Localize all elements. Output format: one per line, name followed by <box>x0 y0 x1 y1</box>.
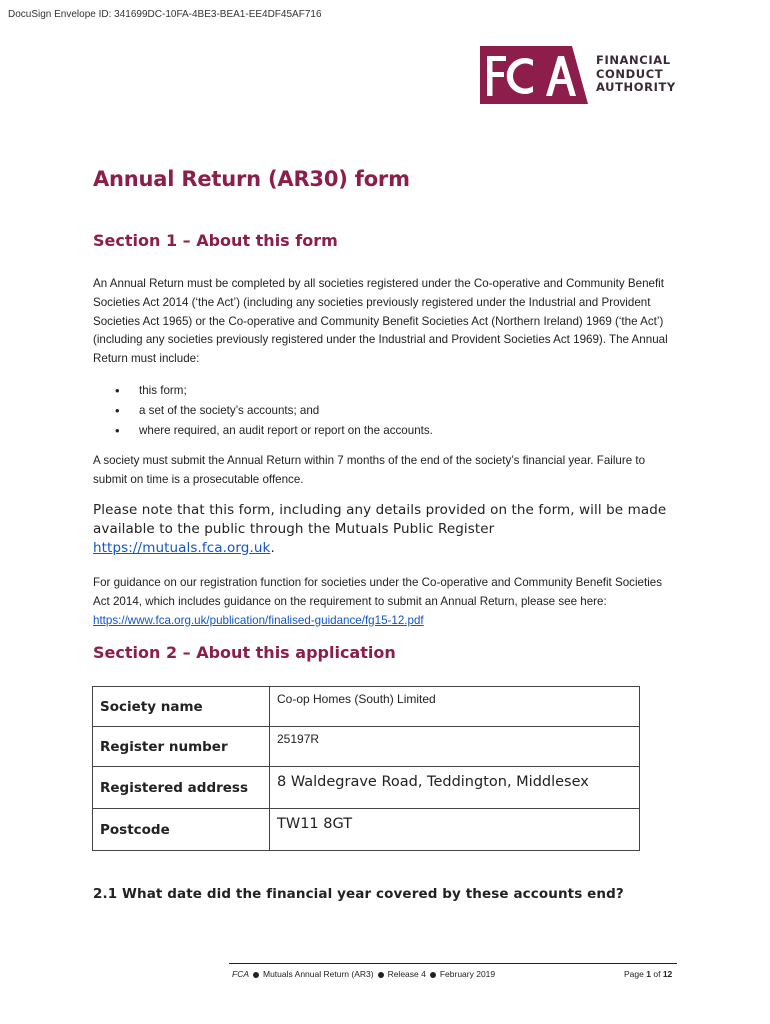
table-row <box>93 767 640 809</box>
society-name-label: Society name <box>93 687 270 727</box>
application-table <box>92 686 640 851</box>
page-word: Page <box>624 969 644 979</box>
page-title: Annual Return (AR30) form <box>93 167 410 191</box>
public-register-notice <box>93 501 673 558</box>
bullet-dot-icon <box>253 972 259 978</box>
section2-heading: Section 2 – About this application <box>93 643 396 662</box>
register-number-field[interactable]: 25197R <box>270 727 640 767</box>
current-page: 1 <box>646 969 651 979</box>
total-pages: 12 <box>662 969 673 979</box>
table-row <box>93 809 640 851</box>
list-item: • where required, an audit report or report on the accounts. <box>93 421 433 441</box>
footer <box>232 969 495 979</box>
footer-fca: FCA <box>232 969 249 979</box>
footer-release: Release 4 <box>387 969 426 979</box>
footer-divider <box>229 963 677 964</box>
question-2-1: 2.1 What date did the financial year covered by these accounts end? <box>93 886 624 902</box>
list-item: • a set of the society’s accounts; and <box>93 401 433 421</box>
notice-text: Please note that this form, including any details provided on the form, will be made available to the public through the Mutuals Public Register <box>93 502 667 537</box>
section1-heading: Section 1 – About this form <box>93 231 338 250</box>
fca-logo-text <box>596 54 676 95</box>
mutuals-register-link[interactable]: https://mutuals.fca.org.uk <box>93 540 271 556</box>
logo-line2: CONDUCT <box>596 66 664 81</box>
footer-date: February 2019 <box>439 969 496 979</box>
docusign-envelope-id: DocuSign Envelope ID: 341699DC-10FA-4BE3-BEA1-EE4DF45AF716 <box>8 9 322 20</box>
page-number <box>624 969 672 979</box>
postcode-label: Postcode <box>93 809 270 851</box>
bullet-dot-icon <box>430 972 436 978</box>
society-name-field[interactable]: Co-op Homes (South) Limited <box>270 687 640 727</box>
section1-intro: An Annual Return must be completed by all societies registered under the Co-operative and Community Benefit Societies Act 2014 (‘the Act’) (including any societies previously registered under the Industrial and Provident Societies Act 1965) or the Co-operative and Community Benefit Societies Act (Northern Ireland) 1969 (‘the Act’) (including any societies previously registered under the Industrial and Provident Societies Act 1969). The Annual Return must include: <box>93 277 668 366</box>
guidance-link[interactable]: https://www.fca.org.uk/publication/finalised-guidance/fg15-12.pdf <box>93 613 424 627</box>
fca-logo-mark <box>480 46 588 104</box>
guidance-text: For guidance on our registration function for societies under the Co-operative and Community Benefit Societies Act 2014, which includes guidance on the requirement to submit an Annual Return, please see here: <box>93 576 663 608</box>
guidance-paragraph <box>93 574 678 630</box>
postcode-field[interactable]: TW11 8GT <box>270 809 640 851</box>
table-row <box>93 687 640 727</box>
table-row <box>93 727 640 767</box>
footer-doc: Mutuals Annual Return (AR3) <box>263 969 374 979</box>
logo-line3: AUTHORITY <box>596 80 676 94</box>
list-item: • this form; <box>93 381 433 401</box>
logo-line1: FINANCIAL <box>596 53 671 67</box>
bullet-dot-icon <box>378 972 384 978</box>
deadline-paragraph: A society must submit the Annual Return within 7 months of the end of the society’s financial year. Failure to submit on time is a prosecutable offence. <box>93 454 646 486</box>
registered-address-label: Registered address <box>93 767 270 809</box>
requirements-list <box>93 381 433 441</box>
registered-address-field[interactable]: 8 Waldegrave Road, Teddington, Middlesex <box>270 767 640 809</box>
of-word: of <box>653 969 661 979</box>
notice-end: . <box>270 540 275 556</box>
fca-logo <box>480 46 680 106</box>
register-number-label: Register number <box>93 727 270 767</box>
